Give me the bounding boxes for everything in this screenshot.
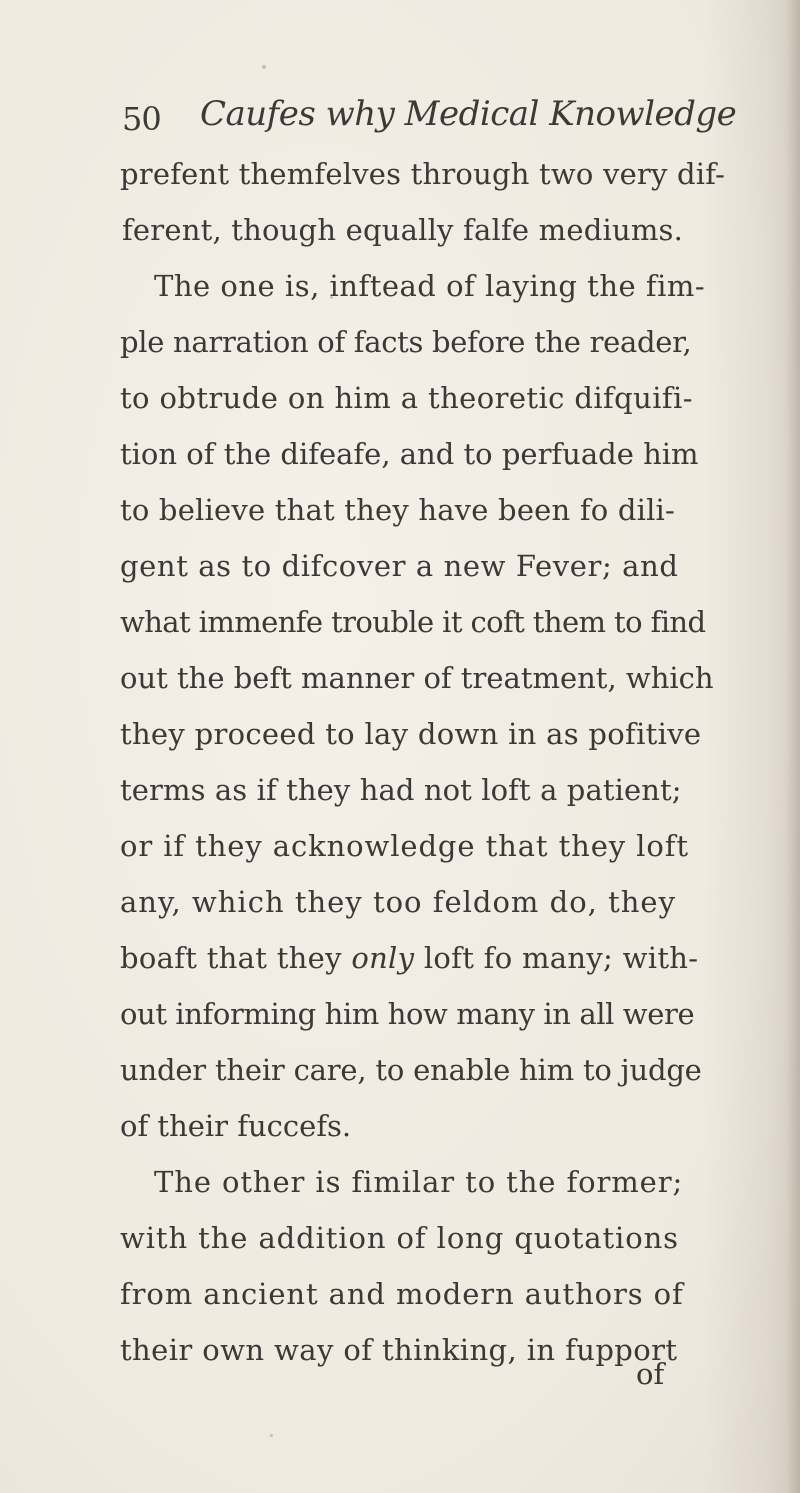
text-line: to believe that they have been fo dili- xyxy=(120,493,676,527)
text-line-with-italic xyxy=(120,936,698,980)
text-line: ple narration of facts before the reader, xyxy=(120,325,692,359)
paper-speck xyxy=(330,296,333,299)
page-number: 50 xyxy=(122,100,161,138)
text-line: terms as if they had not loft a patient; xyxy=(120,773,682,807)
catchword: of xyxy=(636,1357,665,1391)
italic-word: only xyxy=(351,941,415,975)
text-line: they proceed to lay down in as pofitive xyxy=(120,717,702,751)
running-head xyxy=(122,94,762,144)
text-fragment: loft fo many; with- xyxy=(414,941,699,975)
text-line: ferent, though equally falfe mediums. xyxy=(122,213,684,247)
running-title: Caufes why Medical Knowledge xyxy=(200,94,737,134)
text-line: out informing him how many in all were xyxy=(120,997,695,1031)
paper-speck xyxy=(262,65,266,69)
text-fragment: boaft that they xyxy=(120,941,352,975)
text-line: of their fuccefs. xyxy=(120,1109,352,1143)
text-line: from ancient and modern authors of xyxy=(120,1277,684,1311)
text-line: The other is fimilar to the former; xyxy=(154,1165,684,1199)
text-line: gent as to difcover a new Fever; and xyxy=(120,549,679,583)
text-line: out the beft manner of treatment, which xyxy=(120,661,714,695)
text-line: to obtrude on him a theoretic difquifi- xyxy=(120,381,693,415)
text-line: with the addition of long quotations xyxy=(120,1221,679,1255)
text-line: tion of the difeafe, and to perfuade him xyxy=(120,437,699,471)
text-line: any, which they too feldom do, they xyxy=(120,885,676,919)
text-line: The one is, inftead of laying the fim- xyxy=(154,269,706,303)
text-line: prefent themfelves through two very dif- xyxy=(120,157,726,191)
text-line: what immenfe trouble it coft them to find xyxy=(120,605,706,639)
paper-speck xyxy=(270,1434,273,1437)
text-line: their own way of thinking, in fupport xyxy=(120,1333,678,1367)
page-edge-shadow xyxy=(786,0,800,1493)
text-line: under their care, to enable him to judge xyxy=(120,1053,702,1087)
text-line: or if they acknowledge that they loft xyxy=(120,829,689,863)
